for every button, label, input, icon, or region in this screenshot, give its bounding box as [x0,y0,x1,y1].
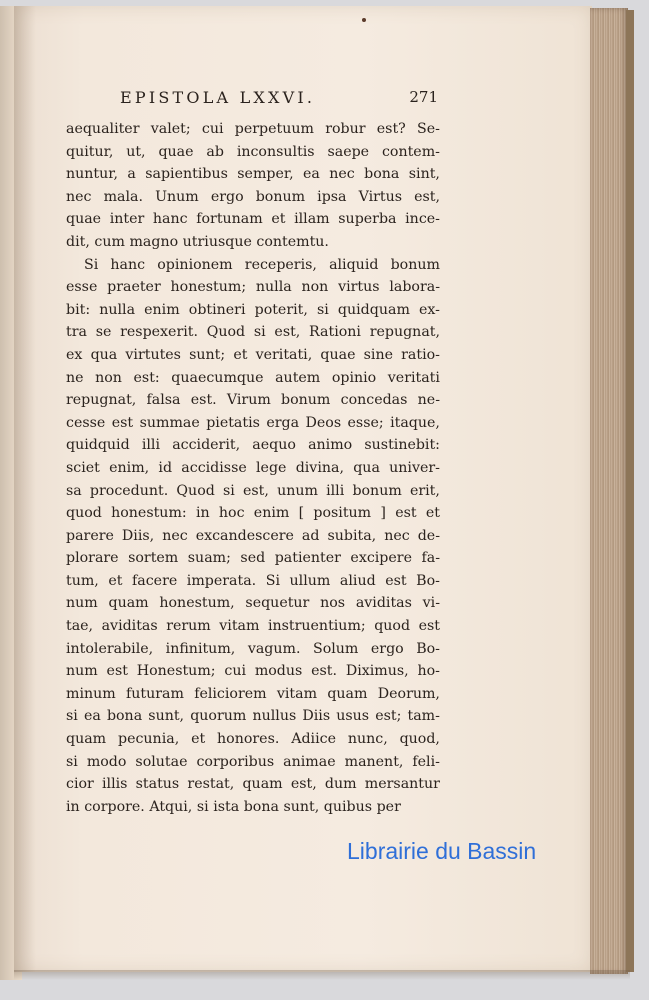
text-line: esse praeter honestum; nulla non virtus labora- [66,279,440,296]
text-line: si modo solutae corporibus animae manent, feli- [66,753,440,770]
bottom-shadow [14,970,630,980]
watermark: Librairie du Bassin [347,838,537,864]
text-line: Si hanc opinionem receperis, aliquid bonum [84,256,440,273]
text-line: tae, aviditas rerum vitam instruentium; quod est [66,618,440,635]
text-line: ne non est: quaecumque autem opinio veritati [66,369,440,386]
text-line: quam pecunia, et honores. Adiice nunc, quod, [66,731,440,748]
running-title: EPISTOLA LXXVI. [120,88,316,107]
text-line: quitur, ut, quae ab inconsultis saepe contem- [66,143,440,160]
running-header [120,88,438,114]
text-line: in corpore. Atqui, si ista bona sunt, quibus per [66,798,401,815]
text-line: tra se respexerit. Quod si est, Rationi repugnat, [66,324,440,341]
text-line: num quam honestum, sequetur nos aviditas vi- [66,595,440,612]
text-line: quidquid illi acciderit, aequo animo sustinebit: [66,437,440,454]
text-line: aequaliter valet; cui perpetuum robur est? Se- [66,121,440,137]
text-line: cior illis status restat, quam est, dum mersantur [66,776,440,793]
text-line: tum, et facere imperata. Si ullum aliud est Bo- [66,572,440,589]
text-line: nec mala. Unum ergo bonum ipsa Virtus est, [66,188,440,205]
text-line: quod honestum: in hoc enim [ positum ] est et [66,505,440,522]
text-line: ex qua virtutes sunt; et veritati, quae sine ratio- [66,346,440,363]
text-line: plorare sortem suam; sed patienter excipere fa- [66,550,440,567]
text-line: parere Diis, nec excandescere ad subita, nec de- [66,527,440,544]
body-text [66,118,440,818]
ink-speck [362,18,366,22]
gutter-shadow [14,6,36,972]
text-line: sciet enim, id accidisse lege divina, qua univer- [66,459,440,476]
text-line: si ea bona sunt, quorum nullus Diis usus est; tam- [66,708,440,725]
text-line: repugnat, falsa est. Virum bonum concedas ne- [66,392,440,409]
text-line: nuntur, a sapientibus semper, ea nec bona sint, [66,166,440,183]
text-line: num est Honestum; cui modus est. Diximus, ho- [66,663,440,680]
page-block-fore-edge [590,8,628,974]
text-line: minum futuram feliciorem vitam quam Deorum, [66,685,440,702]
text-line: dit, cum magno utriusque contemtu. [66,233,329,250]
text-line: cesse est summae pietatis erga Deos esse; itaque, [66,414,440,431]
text-line: bit: nulla enim obtineri poterit, si quidquam ex- [66,301,440,318]
text-line: intolerabile, infinitum, vagum. Solum ergo Bo- [66,640,440,657]
text-line: sa procedunt. Quod si est, unum illi bonum erit, [66,482,440,499]
text-line: quae inter hanc fortunam et illam superba ince- [66,211,440,228]
cover-edge [626,10,634,972]
page-number: 271 [409,88,438,106]
